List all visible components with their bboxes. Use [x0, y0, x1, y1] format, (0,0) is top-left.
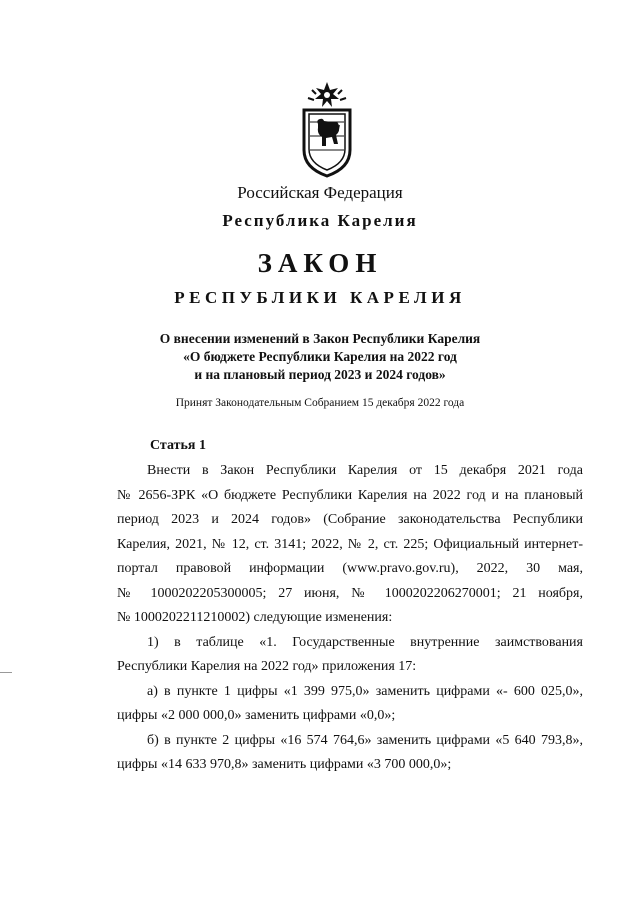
adoption-note: Принят Законодательным Собранием 15 декабря 2022 года	[175, 397, 465, 409]
document-type: ЗАКОН	[257, 248, 383, 278]
paragraph-line: период 2023 и 2024 годов» (Собрание законодательства Республики	[117, 512, 583, 527]
republic-name: Республика Карелия	[222, 211, 418, 230]
paragraph-line: № 2656-ЗРК «О бюджете Республики Карелия на 2022 год и на плановый	[117, 487, 583, 503]
item-line: 1) в таблице «1. Государственные внутренние заимствования	[147, 634, 583, 650]
country-name: Российская Федерация	[237, 183, 403, 202]
item-line: б) в пункте 2 цифры «16 574 764,6» заменить цифрами «5 640 793,8»,	[147, 732, 583, 748]
article-body	[117, 459, 583, 778]
document-issuer: РЕСПУБЛИКИ КАРЕЛИЯ	[174, 288, 466, 307]
law-title-line: О внесении изменений в Закон Республики Карелия	[159, 331, 481, 346]
law-title-line: «О бюджете Республики Карелия на 2022 год	[183, 349, 457, 364]
item-line: Республики Карелия на 2022 год» приложения 17:	[117, 659, 417, 674]
law-title-line: и на плановый период 2023 и 2024 годов»	[194, 367, 446, 382]
law-title	[0, 330, 640, 384]
scan-margin-mark	[0, 672, 12, 673]
item-line: цифры «14 633 970,8» заменить цифрами «3 700 000,0»;	[117, 757, 452, 772]
item-line: а) в пункте 1 цифры «1 399 975,0» заменить цифрами «- 600 025,0»,	[147, 683, 583, 699]
paragraph-line: № 1000202211210002) следующие изменения:	[117, 610, 393, 625]
paragraph-line: Карелия, 2021, № 12, ст. 3141; 2022, № 2, ст. 225; Официальный интернет-	[117, 536, 583, 552]
paragraph-line: Внести в Закон Республики Карелия от 15 декабря 2021 года	[147, 463, 583, 478]
karelia-coat-of-arms-emblem	[296, 80, 358, 180]
item-line: цифры «2 000 000,0» заменить цифрами «0,0»;	[117, 708, 396, 723]
paragraph-line: портал правовой информации (www.pravo.gov.ru), 2022, 30 мая,	[117, 561, 583, 576]
paragraph-line: № 1000202205300005; 27 июня, № 1000202206270001; 21 ноября,	[117, 585, 583, 601]
article-heading: Статья 1	[150, 438, 206, 453]
